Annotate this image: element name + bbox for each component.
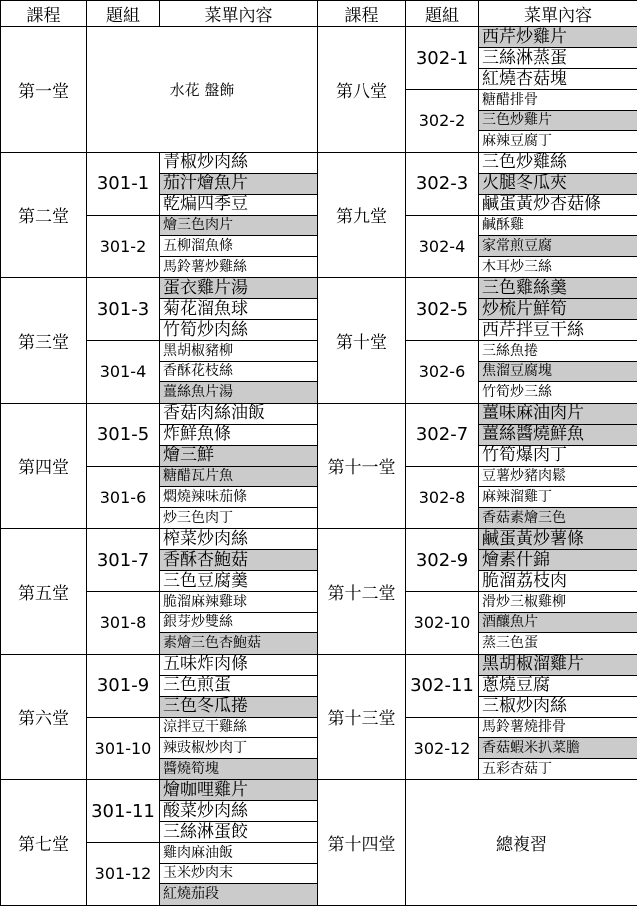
- header-row: [1, 1, 637, 27]
- menu-row: [1, 780, 637, 801]
- dish-cell: 竹筍爆肉丁: [479, 445, 637, 466]
- header-menu: 菜單內容: [479, 1, 637, 27]
- dish-cell: 五味炸肉條: [160, 654, 318, 675]
- dish-cell: 酸菜炒肉絲: [160, 801, 318, 822]
- lesson-cell: 第七堂: [1, 780, 87, 906]
- group-cell: 301-12: [87, 843, 160, 906]
- group-cell: 301-3: [87, 278, 160, 341]
- dish-cell: 香菇素燴三色: [479, 507, 637, 529]
- dish-cell: 蔥燒豆腐: [479, 675, 637, 696]
- group-cell: 302-4: [406, 215, 479, 278]
- dish-cell: 滑炒三椒雞柳: [479, 592, 637, 613]
- menu-body: [1, 27, 637, 906]
- dish-cell: 豆薯炒豬肉鬆: [479, 466, 637, 487]
- lesson-note: 水花 盤飾: [87, 27, 318, 153]
- menu-row: [1, 654, 637, 675]
- group-cell: 301-9: [87, 654, 160, 717]
- dish-cell: 茄汁燴魚片: [160, 173, 318, 194]
- dish-cell: 糖醋排骨: [479, 90, 637, 111]
- dish-cell: 三絲魚捲: [479, 341, 637, 362]
- menu-row: [1, 278, 637, 299]
- lesson-cell: 第二堂: [1, 152, 87, 278]
- dish-cell: 馬鈴薯燒排骨: [479, 717, 637, 738]
- dish-cell: 黑胡椒豬柳: [160, 341, 318, 362]
- dish-cell: 素燴三色杏鮑菇: [160, 633, 318, 655]
- dish-cell: 三絲淋蒸蛋: [479, 48, 637, 69]
- dish-cell: 馬鈴薯炒雞絲: [160, 256, 318, 278]
- lesson-cell: 第三堂: [1, 278, 87, 404]
- group-cell: 301-8: [87, 592, 160, 655]
- group-cell: 302-6: [406, 341, 479, 404]
- dish-cell: 三色冬瓜捲: [160, 696, 318, 717]
- group-cell: 301-11: [87, 780, 160, 843]
- dish-cell: 紅燒杏菇塊: [479, 69, 637, 90]
- menu-row: [1, 529, 637, 550]
- dish-cell: 雞肉麻油飯: [160, 843, 318, 864]
- dish-cell: 薑絲魚片湯: [160, 382, 318, 404]
- lesson-cell: 第九堂: [318, 152, 406, 278]
- dish-cell: 酒釀魚片: [479, 612, 637, 633]
- dish-cell: 三絲淋蛋餃: [160, 822, 318, 843]
- dish-cell: 香酥杏鮑菇: [160, 550, 318, 571]
- dish-cell: 麻辣溜雞丁: [479, 487, 637, 508]
- dish-cell: 辣豉椒炒肉丁: [160, 738, 318, 759]
- group-cell: 301-4: [87, 341, 160, 404]
- dish-cell: 炒梳片鮮筍: [479, 299, 637, 320]
- dish-cell: 西芹炒雞片: [479, 27, 637, 48]
- lesson-cell: 第一堂: [1, 27, 87, 153]
- header-menu: 菜單內容: [160, 1, 318, 27]
- dish-cell: 薑味麻油肉片: [479, 403, 637, 424]
- dish-cell: 香菇肉絲油飯: [160, 403, 318, 424]
- group-cell: 302-2: [406, 90, 479, 153]
- group-cell: 302-5: [406, 278, 479, 341]
- dish-cell: 五柳溜魚條: [160, 236, 318, 257]
- lesson-cell: 第四堂: [1, 403, 87, 529]
- menu-row: [1, 27, 637, 48]
- dish-cell: 香酥花枝絲: [160, 361, 318, 382]
- group-cell: 301-7: [87, 529, 160, 592]
- menu-row: [1, 152, 637, 173]
- dish-cell: 脆溜麻辣雞球: [160, 592, 318, 613]
- group-cell: 302-10: [406, 592, 479, 655]
- group-cell: 302-12: [406, 717, 479, 780]
- lesson-cell: 第五堂: [1, 529, 87, 655]
- dish-cell: 三色炒雞片: [479, 110, 637, 131]
- lesson-cell: 第八堂: [318, 27, 406, 153]
- group-cell: 302-8: [406, 466, 479, 529]
- lesson-cell: 第十二堂: [318, 529, 406, 655]
- dish-cell: 燴三色肉片: [160, 215, 318, 236]
- dish-cell: 五彩杏菇丁: [479, 758, 637, 780]
- dish-cell: 西芹拌豆干絲: [479, 320, 637, 341]
- dish-cell: 脆溜荔枝肉: [479, 571, 637, 592]
- dish-cell: 燜燒辣味茄條: [160, 487, 318, 508]
- dish-cell: 薑絲醬燒鮮魚: [479, 424, 637, 445]
- group-cell: 301-6: [87, 466, 160, 529]
- dish-cell: 糖醋瓦片魚: [160, 466, 318, 487]
- lesson-cell: 第十三堂: [318, 654, 406, 780]
- menu-row: [1, 403, 637, 424]
- lesson-cell: 第十四堂: [318, 780, 406, 906]
- header-group: 題組: [87, 1, 160, 27]
- group-cell: 301-1: [87, 152, 160, 215]
- dish-cell: 乾煸四季豆: [160, 194, 318, 215]
- dish-cell: 竹筍炒三絲: [479, 382, 637, 404]
- dish-cell: 燴素什錦: [479, 550, 637, 571]
- dish-cell: 麻辣豆腐丁: [479, 131, 637, 153]
- dish-cell: 榨菜炒肉絲: [160, 529, 318, 550]
- dish-cell: 三色炒雞絲: [479, 152, 637, 173]
- dish-cell: 醬燒筍塊: [160, 758, 318, 780]
- lesson-cell: 第十堂: [318, 278, 406, 404]
- header-group: 題組: [406, 1, 479, 27]
- dish-cell: 鹹酥雞: [479, 215, 637, 236]
- dish-cell: 青椒炒肉絲: [160, 152, 318, 173]
- dish-cell: 火腿冬瓜夾: [479, 173, 637, 194]
- dish-cell: 炸鮮魚條: [160, 424, 318, 445]
- group-cell: 301-5: [87, 403, 160, 466]
- review-note: 總複習: [406, 780, 637, 906]
- dish-cell: 燴三鮮: [160, 445, 318, 466]
- header-course: 課程: [318, 1, 406, 27]
- dish-cell: 鹹蛋黃炒薯條: [479, 529, 637, 550]
- header-course: 課程: [1, 1, 87, 27]
- group-cell: 302-1: [406, 27, 479, 90]
- lesson-cell: 第十一堂: [318, 403, 406, 529]
- dish-cell: 三色煎蛋: [160, 675, 318, 696]
- dish-cell: 焦溜豆腐塊: [479, 361, 637, 382]
- dish-cell: 炒三色肉丁: [160, 507, 318, 529]
- lesson-cell: 第六堂: [1, 654, 87, 780]
- dish-cell: 玉米炒肉末: [160, 863, 318, 884]
- group-cell: 301-2: [87, 215, 160, 278]
- dish-cell: 紅燒茄段: [160, 884, 318, 906]
- dish-cell: 家常煎豆腐: [479, 236, 637, 257]
- group-cell: 302-7: [406, 403, 479, 466]
- dish-cell: 菊花溜魚球: [160, 299, 318, 320]
- group-cell: 301-10: [87, 717, 160, 780]
- group-cell: 302-3: [406, 152, 479, 215]
- dish-cell: 木耳炒三絲: [479, 256, 637, 278]
- dish-cell: 竹筍炒肉絲: [160, 320, 318, 341]
- dish-cell: 香菇蝦米扒菜膽: [479, 738, 637, 759]
- dish-cell: 三椒炒肉絲: [479, 696, 637, 717]
- dish-cell: 涼拌豆干雞絲: [160, 717, 318, 738]
- dish-cell: 銀芽炒雙絲: [160, 612, 318, 633]
- group-cell: 302-11: [406, 654, 479, 717]
- dish-cell: 黑胡椒溜雞片: [479, 654, 637, 675]
- dish-cell: 燴咖哩雞片: [160, 780, 318, 801]
- dish-cell: 蒸三色蛋: [479, 633, 637, 655]
- group-cell: 302-9: [406, 529, 479, 592]
- dish-cell: 三色雞絲羹: [479, 278, 637, 299]
- dish-cell: 鹹蛋黃炒杏菇條: [479, 194, 637, 215]
- dish-cell: 三色豆腐羹: [160, 571, 318, 592]
- dish-cell: 蛋衣雞片湯: [160, 278, 318, 299]
